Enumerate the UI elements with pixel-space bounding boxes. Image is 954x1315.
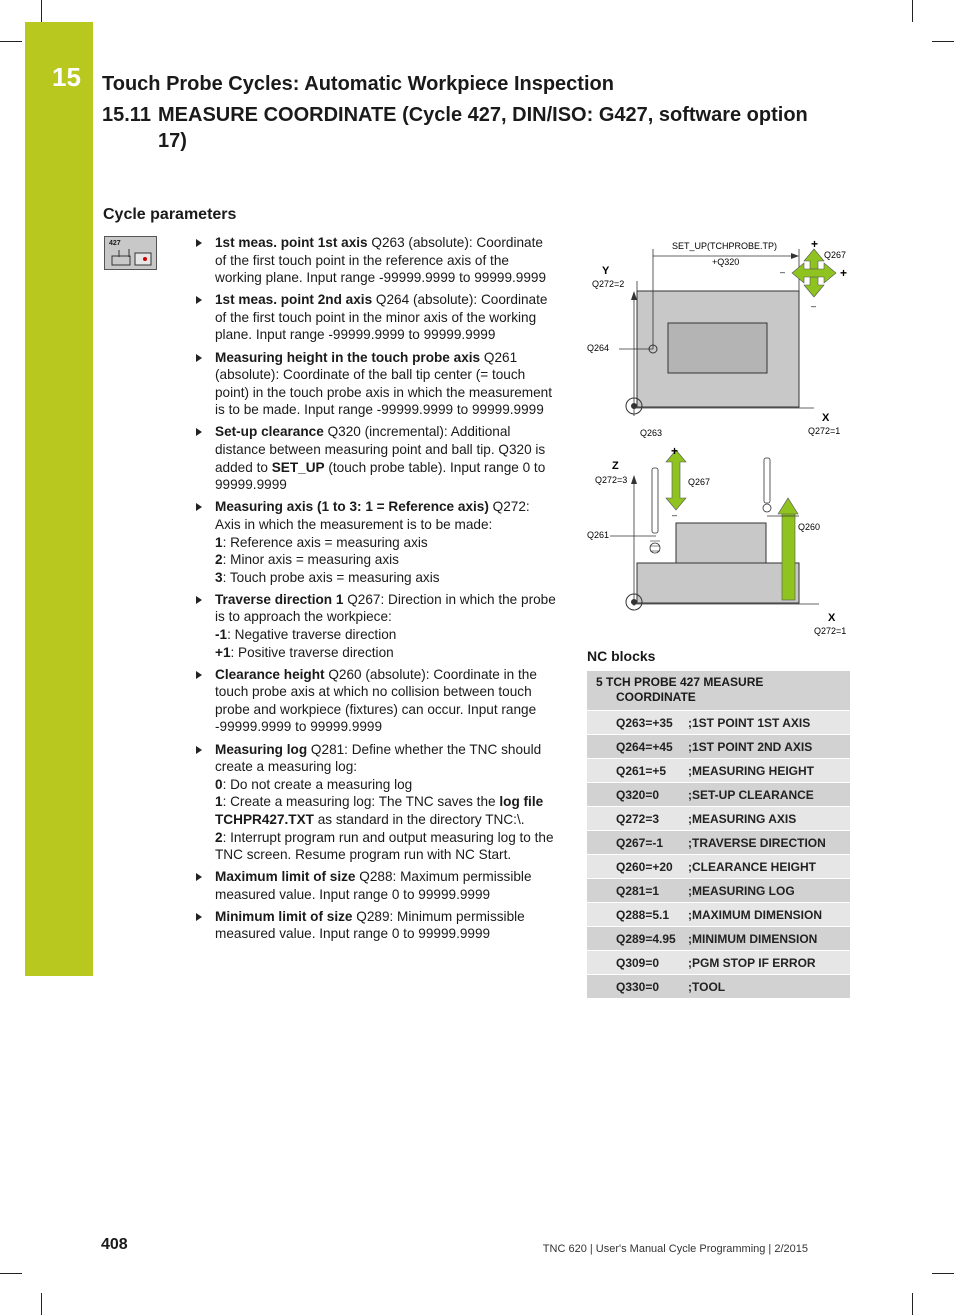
nc-blocks-heading: NC blocks	[587, 648, 656, 664]
nc-code: Q330=0	[616, 979, 660, 994]
param-desc: Q261 (absolute): Coordinate of the ball tip center (= touch point) in the touch probe axis in which the measurement is to be made. Input range -99999.9999 to 99999.9999	[215, 349, 553, 418]
option-desc: : Minor axis = measuring axis	[222, 552, 399, 568]
nc-comment: ;MEASURING AXIS	[688, 811, 797, 826]
option-desc: : Interrupt program run and output measuring log to the TNC screen. Resume program run with NC Start.	[215, 829, 554, 863]
x-axis-label: X	[822, 412, 830, 424]
param-desc: Q264 (absolute): Coordinate of the first touch point in the minor axis of the working plane. Input range -99999.9999 to 99999.9999	[215, 292, 548, 343]
q261-label: Q261	[587, 530, 610, 540]
minus-label: –	[672, 510, 678, 520]
nc-comment: ;MINIMUM DIMENSION	[688, 931, 818, 946]
param-desc: Q288: Maximum permissible measured value. Input range 0 to 99999.9999	[215, 869, 532, 902]
param-desc: Q260 (absolute): Coordinate in the touch probe axis at which no collision between touch probe and workpiece (fixtures) can occur. Input range -99999.9999 to 99999.9999	[215, 666, 537, 735]
plus-label: +	[840, 266, 848, 280]
nc-row	[587, 783, 850, 807]
probe-right-icon	[763, 458, 771, 512]
section-title-line2: 17)	[158, 130, 187, 152]
crop-mark	[912, 1293, 913, 1315]
param-q320	[192, 423, 556, 493]
crop-mark	[0, 41, 22, 42]
param-q267	[192, 591, 556, 661]
param-q263	[192, 234, 556, 287]
cycle-diagram	[584, 236, 856, 640]
nc-comment: ;MAXIMUM DIMENSION	[688, 907, 822, 922]
cycle-icon-graphic	[105, 237, 156, 269]
option-key: -1	[215, 626, 228, 642]
nc-comment: ;PGM STOP IF ERROR	[688, 955, 816, 970]
bullet-arrow-icon	[196, 746, 202, 754]
nc-code: Q267=-1	[616, 835, 664, 850]
option-key: 2	[215, 552, 223, 568]
nc-row	[587, 759, 850, 783]
q272-1-label: Q272=1	[808, 426, 841, 436]
param-name: Set-up clearance	[215, 424, 324, 440]
param-name: Traverse direction 1	[215, 591, 344, 607]
param-keyword: SET_UP	[271, 459, 325, 475]
option-key: 0	[215, 776, 223, 792]
z-axis-label: Z	[612, 460, 619, 472]
bullet-arrow-icon	[196, 873, 202, 881]
param-desc: Q289: Minimum permissible measured value. Input range 0 to 99999.9999	[215, 908, 525, 942]
nc-blocks-table	[587, 671, 850, 999]
chapter-title: Touch Probe Cycles: Automatic Workpiece Inspection	[102, 73, 614, 95]
page-footer: TNC 620 | User's Manual Cycle Programming | 2/2015	[542, 1243, 808, 1255]
nc-row	[587, 855, 850, 879]
option-desc: : Reference axis = measuring axis	[222, 534, 428, 550]
top-view	[587, 237, 847, 438]
param-name: Clearance height	[215, 666, 325, 682]
param-q281	[192, 741, 556, 864]
chapter-number: 15	[52, 62, 81, 92]
nc-comment: ;TRAVERSE DIRECTION	[688, 835, 826, 850]
set-up-label: SET_UP(TCHPROBE.TP)	[672, 241, 778, 251]
q272-3-label: Q272=3	[595, 475, 628, 485]
param-q288	[192, 868, 556, 903]
nc-row	[587, 951, 850, 975]
crop-mark	[932, 1273, 954, 1274]
option-desc: : Touch probe axis = measuring axis	[222, 569, 440, 585]
param-name: Measuring height in the touch probe axis	[215, 349, 481, 365]
nc-code: Q320=0	[616, 787, 660, 802]
nc-comment: ;SET-UP CLEARANCE	[688, 787, 814, 802]
crop-mark	[932, 41, 954, 42]
side-view	[587, 444, 846, 636]
section-title	[102, 104, 808, 127]
param-q261	[192, 349, 556, 419]
param-name: Maximum limit of size	[215, 869, 356, 885]
nc-code: Q261=+5	[616, 763, 667, 778]
plus-label: +	[671, 444, 679, 458]
q264-label: Q264	[587, 343, 610, 353]
param-name: 1st meas. point 1st axis	[215, 235, 368, 250]
nc-block-header	[587, 671, 850, 711]
bullet-arrow-icon	[196, 913, 202, 921]
log-file-name: log file TCHPR427.TXT	[215, 794, 544, 827]
nc-comment: ;CLEARANCE HEIGHT	[688, 859, 816, 874]
nc-comment: ;TOOL	[688, 979, 726, 994]
plus-label: +	[811, 237, 819, 251]
clearance-height-arrow-icon	[782, 512, 795, 600]
page-number: 408	[101, 1236, 128, 1253]
nc-code: Q309=0	[616, 955, 660, 970]
nc-comment: ;1ST POINT 1ST AXIS	[688, 715, 811, 730]
bullet-arrow-icon	[196, 296, 202, 304]
option-key: 3	[215, 569, 223, 585]
q263-label: Q263	[640, 428, 663, 438]
nc-code: Q263=+35	[616, 715, 673, 730]
section-heading: Cycle parameters	[103, 206, 237, 223]
cycle-icon-label: 427	[109, 240, 121, 247]
option-desc: : Do not create a measuring log	[222, 776, 413, 792]
nc-row	[587, 975, 850, 999]
option-desc: : Create a measuring log: The TNC saves the	[222, 794, 500, 810]
z-traverse-arrow-icon	[666, 450, 686, 510]
q260-label: Q260	[798, 522, 821, 532]
param-q289	[192, 908, 556, 943]
y-axis-label: Y	[602, 265, 610, 277]
param-desc: (touch probe table). Input range 0 to 99999.9999	[215, 459, 546, 493]
nc-row	[587, 711, 850, 735]
nc-row	[587, 735, 850, 759]
param-desc: Q267: Direction in which the probe is to approach the workpiece:	[215, 591, 556, 625]
param-name: Measuring log	[215, 741, 308, 757]
nc-row	[587, 903, 850, 927]
q272-1-side-label: Q272=1	[814, 626, 847, 636]
param-q272	[192, 498, 556, 586]
section-title-line1: MEASURE COORDINATE (Cycle 427, DIN/ISO: G427, software option	[158, 104, 808, 126]
crop-mark	[0, 1273, 22, 1274]
param-desc: Q263 (absolute): Coordinate of the first touch point in the reference axis of the working plane. Input range -99999.9999 to 99999.9999	[215, 235, 547, 286]
option-desc: : Positive traverse direction	[230, 644, 394, 660]
nc-code: Q264=+45	[616, 739, 673, 754]
nc-comment: ;1ST POINT 2ND AXIS	[688, 739, 813, 754]
bullet-arrow-icon	[196, 596, 202, 604]
nc-row	[587, 927, 850, 951]
param-q264	[192, 291, 556, 344]
param-desc: Q281: Define whether the TNC should create a measuring log:	[215, 741, 542, 775]
param-name: Measuring axis (1 to 3: 1 = Reference axis)	[215, 499, 489, 515]
cycle-427-icon	[104, 236, 157, 270]
param-name: 1st meas. point 2nd axis	[215, 292, 373, 308]
bullet-arrow-icon	[196, 239, 202, 247]
chapter-sidebar	[25, 22, 93, 976]
option-key: +1	[215, 644, 231, 660]
q267-top-label: Q267	[824, 250, 847, 260]
minus-label: –	[811, 301, 817, 311]
q272-2-label: Q272=2	[592, 279, 625, 289]
probe-left-icon	[650, 468, 660, 553]
param-desc: Q320 (incremental): Additional distance between measuring point and ball tip. Q320 is added to	[215, 424, 546, 475]
nc-code: Q272=3	[616, 811, 660, 826]
option-key: 1	[215, 794, 223, 810]
nc-comment: ;MEASURING LOG	[688, 883, 795, 898]
option-key: 1	[215, 534, 223, 550]
crop-mark	[41, 0, 42, 22]
crop-mark	[912, 0, 913, 22]
bullet-arrow-icon	[196, 354, 202, 362]
option-key: 2	[215, 829, 223, 845]
crop-mark	[41, 1293, 42, 1315]
nc-code: Q281=1	[616, 883, 660, 898]
minus-label: –	[780, 267, 786, 277]
bullet-arrow-icon	[196, 503, 202, 511]
param-q260	[192, 666, 556, 736]
nc-row	[587, 807, 850, 831]
x-axis-label-side: X	[828, 612, 836, 624]
nc-code: Q288=5.1	[616, 907, 670, 922]
parameter-list	[192, 234, 556, 948]
q320-label: +Q320	[712, 257, 740, 267]
nc-code: Q289=4.95	[616, 931, 676, 946]
option-desc: as standard in the directory TNC:\.	[313, 811, 525, 827]
bullet-arrow-icon	[196, 428, 202, 436]
param-name: Minimum limit of size	[215, 908, 353, 924]
nc-block-line2: COORDINATE	[616, 690, 696, 704]
nc-code: Q260=+20	[616, 859, 673, 874]
bullet-arrow-icon	[196, 671, 202, 679]
option-desc: : Negative traverse direction	[227, 626, 397, 642]
q267-side-label: Q267	[688, 477, 711, 487]
nc-row	[587, 831, 850, 855]
param-desc: Q272: Axis in which the measurement is to be made:	[215, 499, 530, 532]
nc-block-line1: 5 TCH PROBE 427 MEASURE	[596, 675, 764, 689]
nc-row	[587, 879, 850, 903]
section-number: 15.11	[102, 104, 151, 126]
nc-comment: ;MEASURING HEIGHT	[688, 763, 814, 778]
